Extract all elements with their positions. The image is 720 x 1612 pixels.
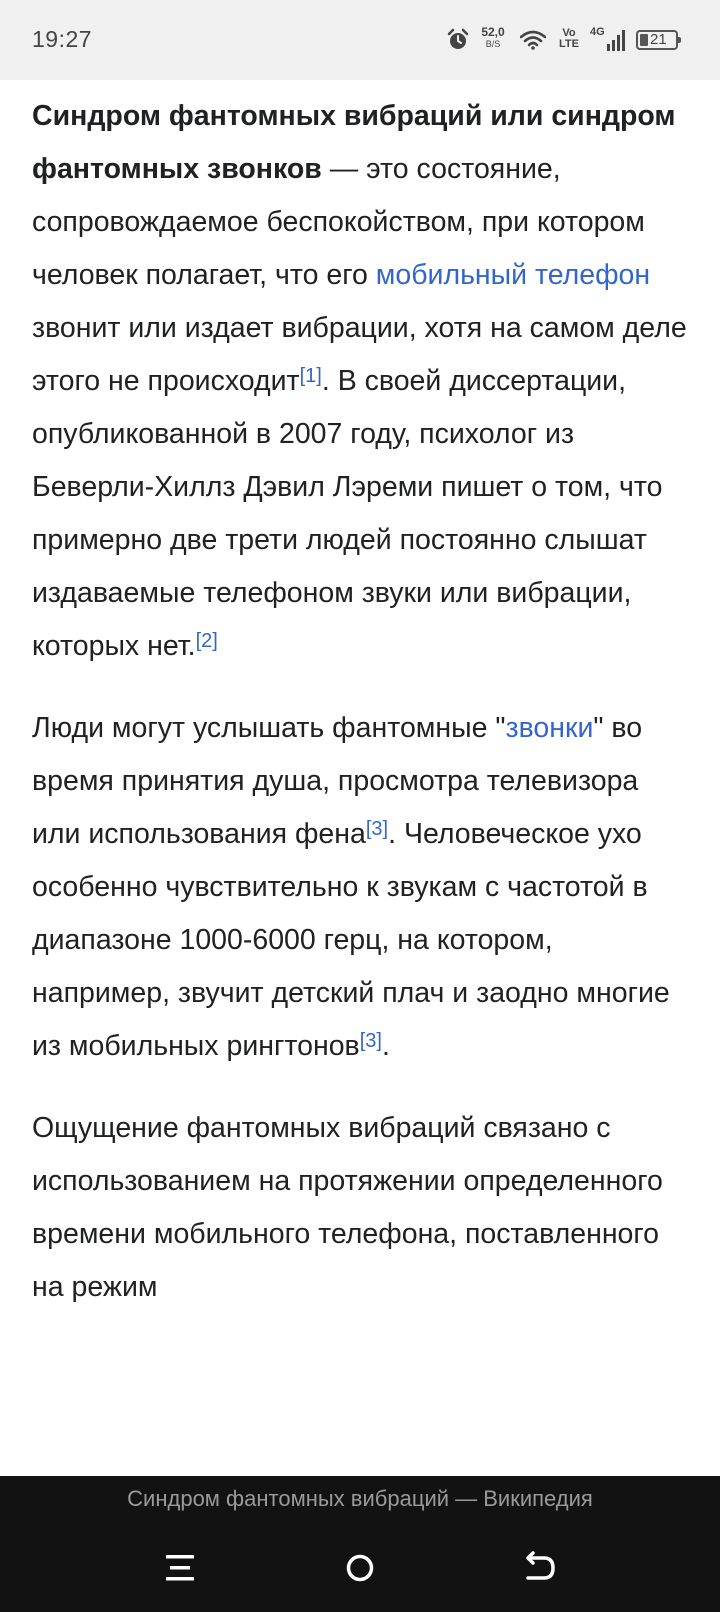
reference-3[interactable]: [3] <box>365 817 389 840</box>
bottom-bar <box>0 1476 720 1612</box>
network-gen: 4G <box>590 26 605 38</box>
text-span: Люди могут услышать фантомные " <box>32 712 506 744</box>
status-bar <box>0 0 720 80</box>
net-speed <box>476 26 510 50</box>
wifi-icon <box>520 30 546 50</box>
menu-icon[interactable] <box>150 1546 210 1590</box>
volte-top: Vo <box>562 27 576 39</box>
link-mobile-phone[interactable]: мобильный телефон <box>375 259 651 291</box>
text-span: . Человеческое ухо особенно чувствительно к звукам с частотой в диапазоне 1000-6000 герц, на котором, например, звучит детский плач и заодно многие из мобильных рингтонов <box>32 818 670 1062</box>
text-span: . В своей диссертации, опубликованной в 2007 году, психолог из Беверли-Хиллз Дэвил Лэреми пишет о том, что примерно две трети людей постоянно слышат издаваемые телефоном звуки или вибрации, которых нет. <box>32 365 663 662</box>
paragraph-2 <box>32 702 692 1073</box>
battery-icon <box>636 30 678 50</box>
home-icon[interactable] <box>330 1546 390 1590</box>
paragraph-1 <box>32 90 692 673</box>
bold-term: Синдром фантомных вибраций или синдром фантомных звонков <box>32 100 676 185</box>
text-span: " во время принятия душа, просмотра телевизора или использования фена <box>32 712 643 850</box>
battery-level: 21 <box>650 31 667 48</box>
reference-2[interactable]: [2] <box>195 629 218 652</box>
link-calls[interactable]: звонки <box>505 712 594 744</box>
article-body <box>32 90 692 1343</box>
net-speed-unit: B/S <box>485 39 501 49</box>
signal-icon <box>606 28 628 52</box>
paragraph-3 <box>32 1102 692 1314</box>
text-span: — это состояние, сопровождаемое беспокойством, при котором человек полагает, что его <box>32 153 645 291</box>
back-icon[interactable] <box>510 1546 570 1590</box>
volte-indicator <box>556 28 582 50</box>
status-icons <box>446 22 706 58</box>
text-span: звонит или издает вибрации, хотя на самом деле этого не происходит <box>32 312 687 397</box>
text-span: . <box>381 1030 390 1062</box>
net-speed-value: 52,0 <box>481 25 505 39</box>
reference-1[interactable]: [1] <box>299 364 322 387</box>
alarm-icon <box>446 28 470 52</box>
status-time: 19:27 <box>32 26 93 52</box>
page-title: Синдром фантомных вибраций — Википедия <box>127 1486 593 1511</box>
text-span: Ощущение фантомных вибраций связано с использованием на протяжении определенного времени мобильного телефона, поставленного на режим <box>32 1112 663 1303</box>
reference-3b[interactable]: [3] <box>359 1029 382 1052</box>
volte-bottom: LTE <box>559 38 579 50</box>
